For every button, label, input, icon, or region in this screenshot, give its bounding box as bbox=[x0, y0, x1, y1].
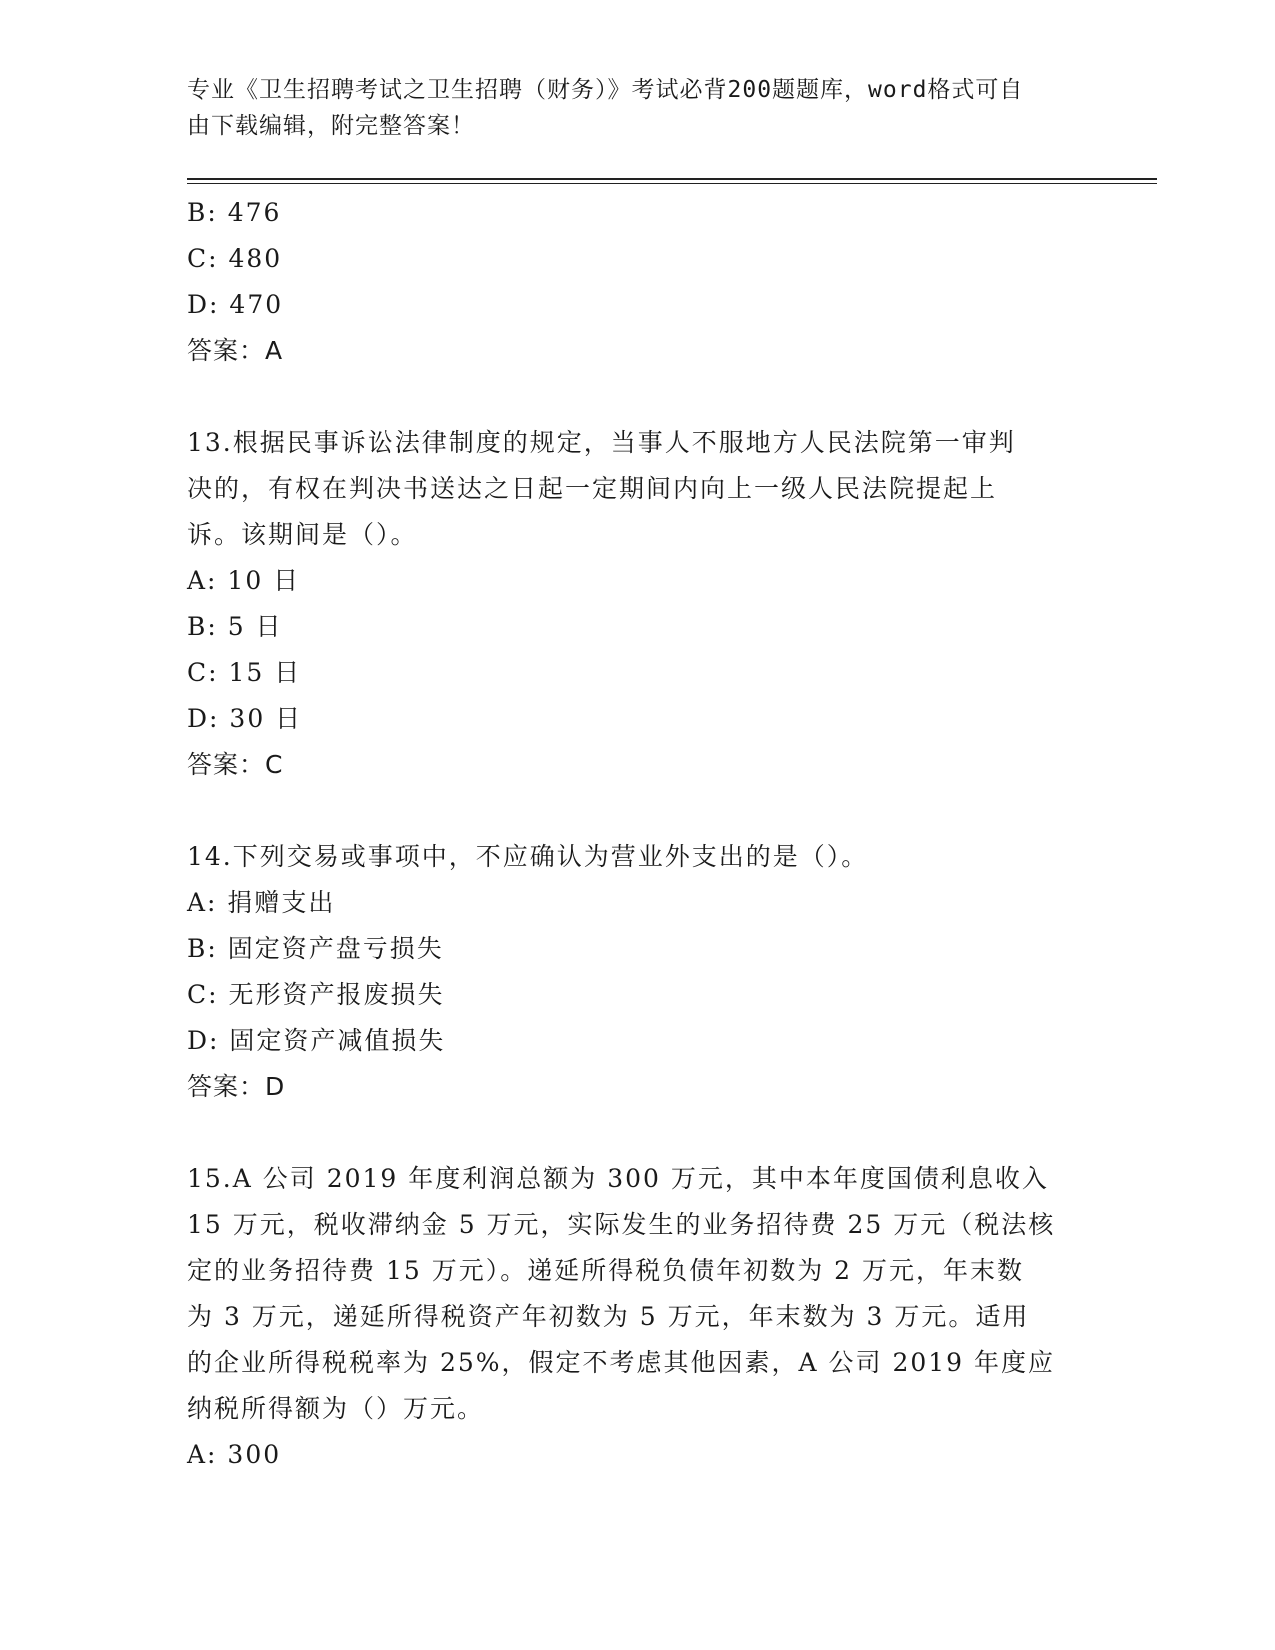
option-b: B: 5 日 bbox=[187, 612, 283, 641]
option-a: A: 捐赠支出 bbox=[187, 888, 336, 917]
question-text-line: 纳税所得额为（）万元。 bbox=[187, 1394, 485, 1423]
option-d: D: 固定资产减值损失 bbox=[187, 1026, 446, 1055]
option-b: B: 476 bbox=[187, 198, 282, 227]
option-a: A: 300 bbox=[187, 1440, 282, 1469]
question-text bbox=[187, 420, 1087, 558]
header-line-1: 专业《卫生招聘考试之卫生招聘（财务）》考试必背200题题库，word格式可自 bbox=[187, 77, 1024, 103]
answer-line: 答案：A bbox=[187, 336, 284, 365]
question-text-line: 的企业所得税税率为 25%，假定不考虑其他因素，A 公司 2019 年度应 bbox=[187, 1348, 1056, 1377]
header-divider-thin bbox=[187, 183, 1157, 184]
question-text-line: 14.下列交易或事项中，不应确认为营业外支出的是（）。 bbox=[187, 842, 869, 871]
question-text-line: 诉。该期间是（）。 bbox=[187, 520, 418, 549]
option-c: C: 无形资产报废损失 bbox=[187, 980, 445, 1009]
question-text-line: 决的，有权在判决书送达之日起一定期间内向上一级人民法院提起上 bbox=[187, 474, 998, 503]
question-content bbox=[187, 190, 1087, 1478]
header-line-2: 由下载编辑，附完整答案！ bbox=[187, 113, 475, 139]
question-text-line: 15.A 公司 2019 年度利润总额为 300 万元，其中本年度国债利息收入 bbox=[187, 1164, 1049, 1193]
previous-question bbox=[187, 190, 1087, 374]
question-text-line: 15 万元，税收滞纳金 5 万元，实际发生的业务招待费 25 万元（税法核 bbox=[187, 1210, 1056, 1239]
question-text-line: 13.根据民事诉讼法律制度的规定，当事人不服地方人民法院第一审判 bbox=[187, 428, 1016, 457]
question-text bbox=[187, 834, 1087, 880]
option-a: A: 10 日 bbox=[187, 566, 301, 595]
option-c: C: 480 bbox=[187, 244, 283, 273]
question-13 bbox=[187, 420, 1087, 788]
answer-line: 答案：C bbox=[187, 750, 284, 779]
question-14 bbox=[187, 834, 1087, 1110]
option-d: D: 30 日 bbox=[187, 704, 303, 733]
question-text-line: 为 3 万元，递延所得税资产年初数为 5 万元，年末数为 3 万元。适用 bbox=[187, 1302, 1030, 1331]
answer-line: 答案：D bbox=[187, 1072, 286, 1101]
question-text bbox=[187, 1156, 1087, 1432]
question-text-line: 定的业务招待费 15 万元）。递延所得税负债年初数为 2 万元，年末数 bbox=[187, 1256, 1025, 1285]
page-header bbox=[187, 72, 1067, 144]
option-b: B: 固定资产盘亏损失 bbox=[187, 934, 444, 963]
option-c: C: 15 日 bbox=[187, 658, 302, 687]
header-divider-thick bbox=[187, 178, 1157, 180]
question-15 bbox=[187, 1156, 1087, 1478]
option-d: D: 470 bbox=[187, 290, 284, 319]
